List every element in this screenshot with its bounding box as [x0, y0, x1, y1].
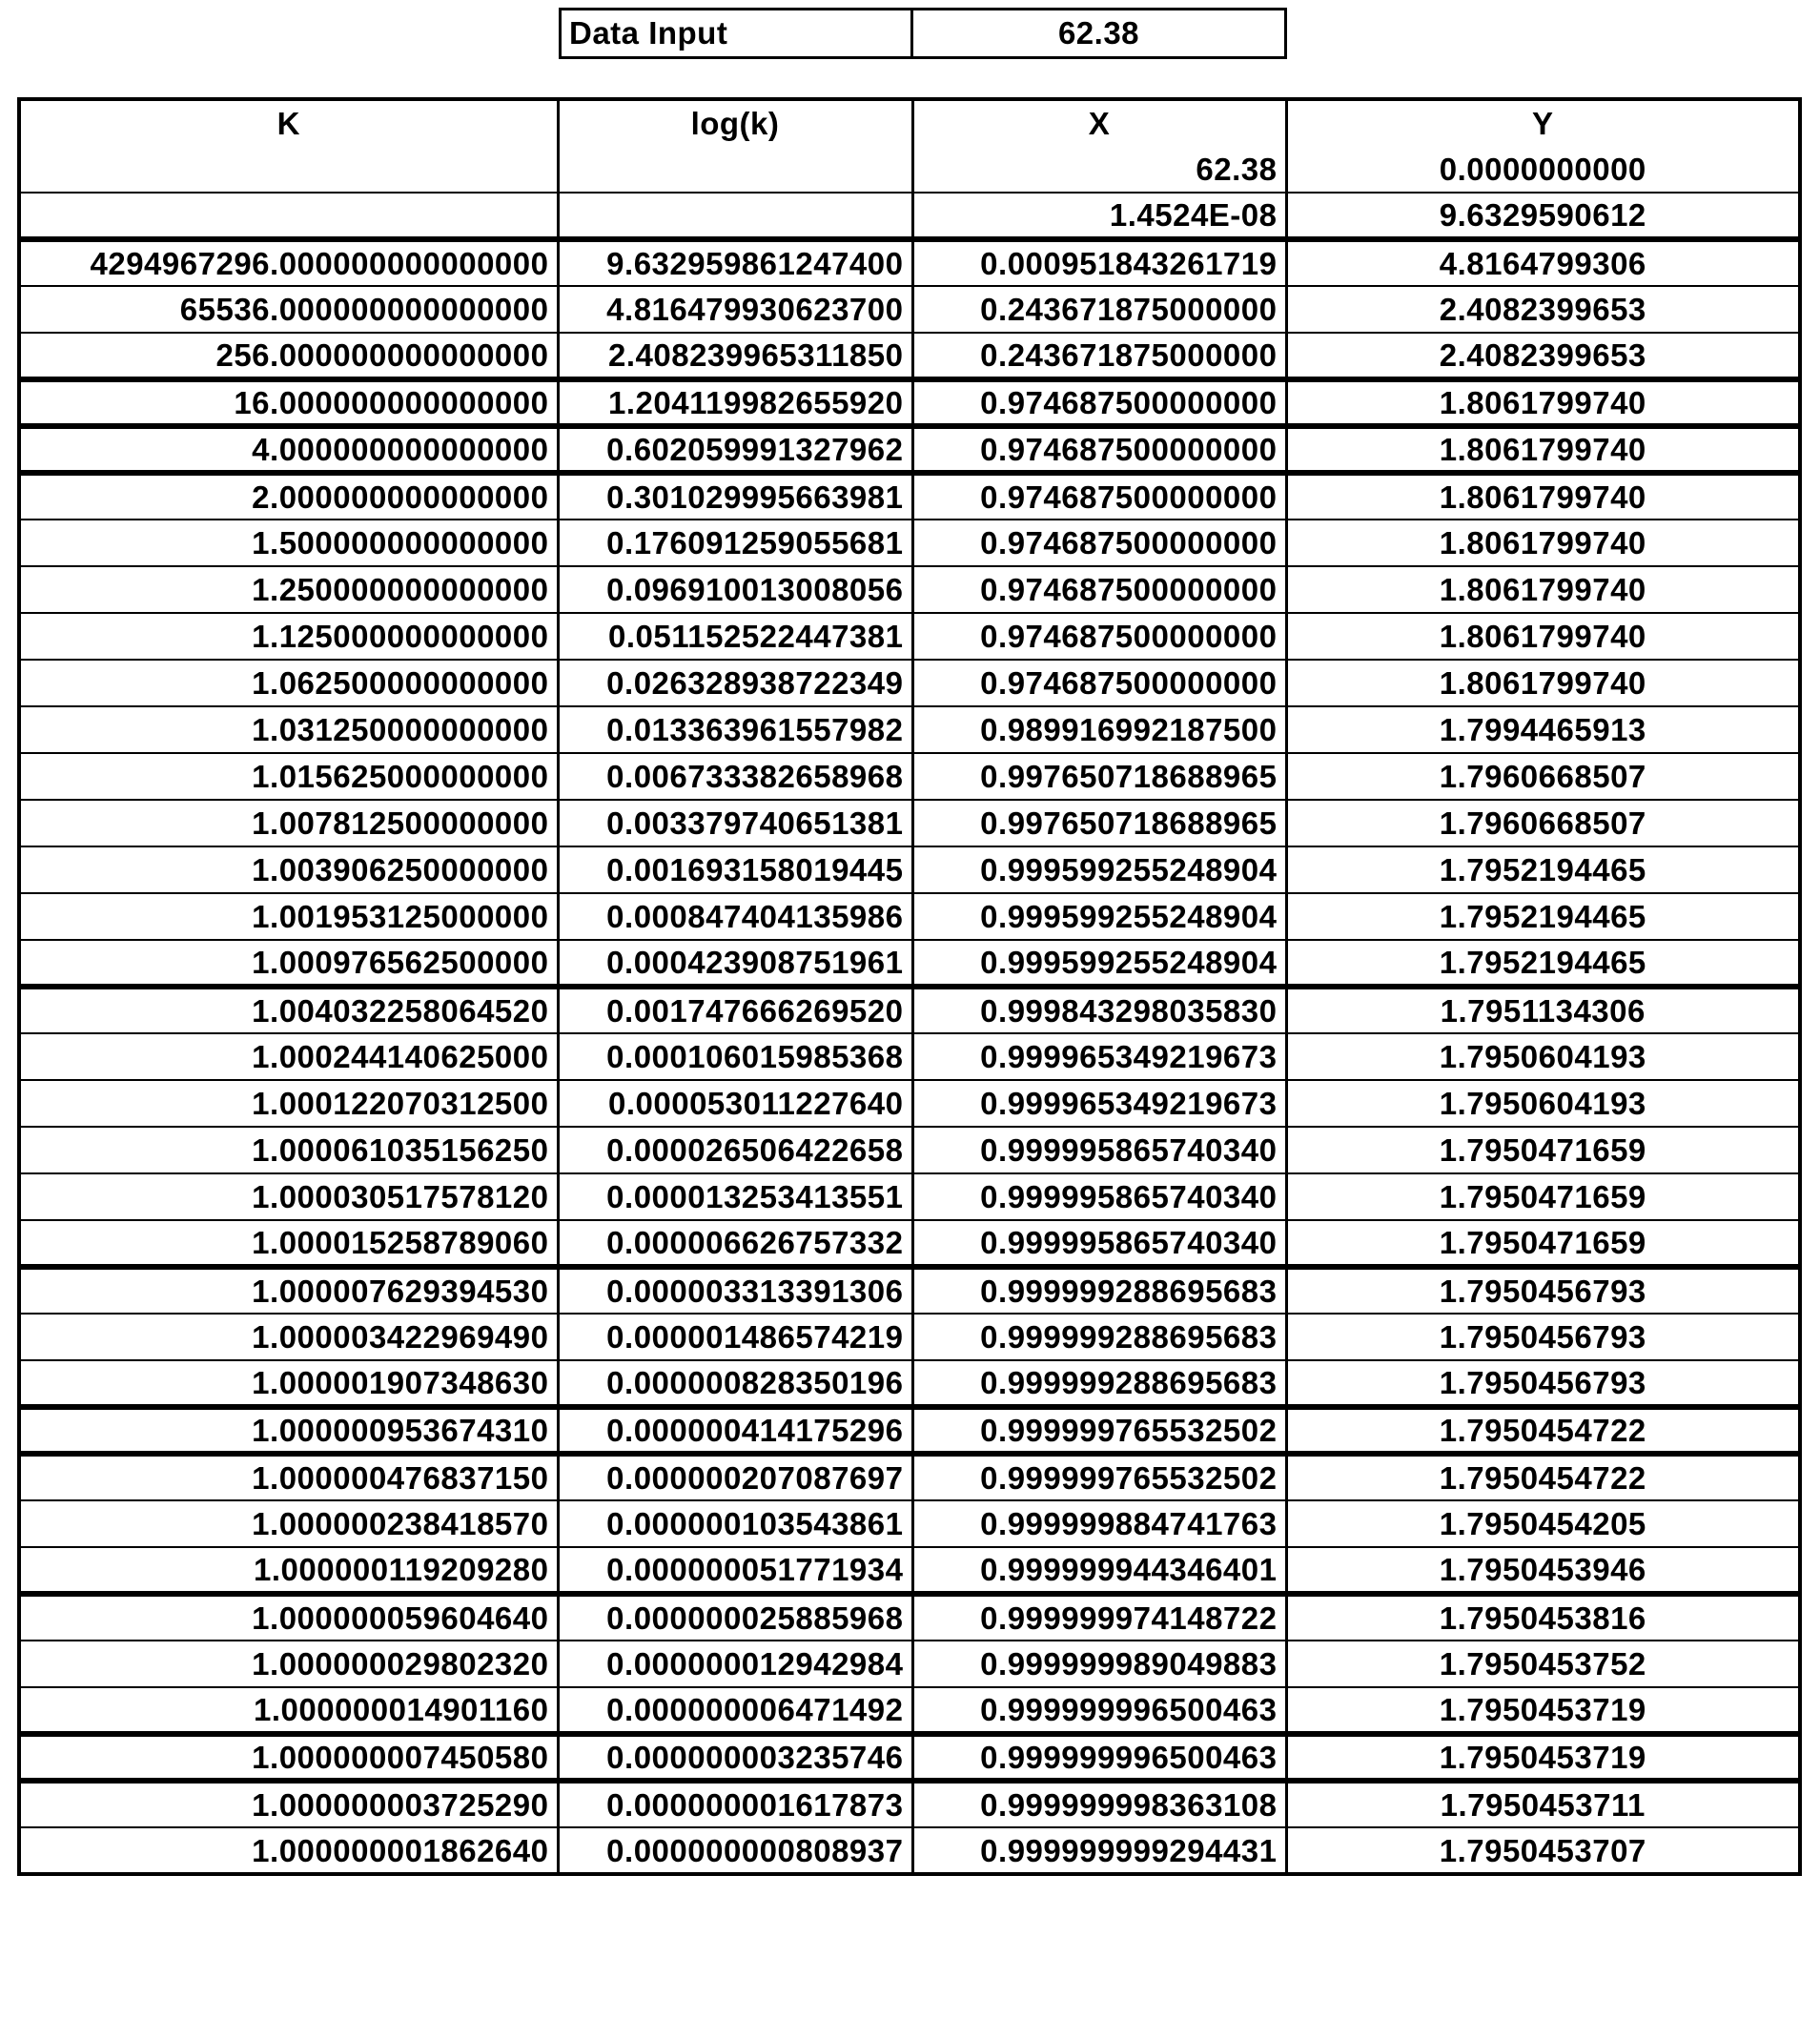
- table-row: [19, 1594, 1800, 1641]
- cell-k[interactable]: 1.250000000000000: [19, 566, 558, 613]
- cell-logk[interactable]: 0.000000012942984: [558, 1641, 912, 1687]
- cell-logk[interactable]: 0.000106015985368: [558, 1033, 912, 1080]
- cell-x[interactable]: 1.4524E-08: [912, 193, 1286, 239]
- table-row: [19, 426, 1800, 473]
- cell-k[interactable]: [19, 146, 558, 193]
- cell-logk[interactable]: 0.000026506422658: [558, 1127, 912, 1173]
- cell-k[interactable]: 1.001953125000000: [19, 893, 558, 940]
- cell-x[interactable]: 0.974687500000000: [912, 613, 1286, 660]
- cell-logk[interactable]: [558, 193, 912, 239]
- cell-y[interactable]: 1.7950604193: [1286, 1080, 1800, 1127]
- cell-logk[interactable]: 0.051152522447381: [558, 613, 912, 660]
- cell-logk[interactable]: 0.602059991327962: [558, 426, 912, 473]
- table-row: [19, 1781, 1800, 1827]
- cell-logk[interactable]: 0.001747666269520: [558, 987, 912, 1033]
- cell-x[interactable]: 0.999599255248904: [912, 940, 1286, 987]
- cell-k[interactable]: 1.125000000000000: [19, 613, 558, 660]
- table-row: [19, 1267, 1800, 1314]
- cell-x[interactable]: 62.38: [912, 146, 1286, 193]
- cell-logk[interactable]: 0.000000003235746: [558, 1734, 912, 1781]
- cell-k[interactable]: 65536.000000000000000: [19, 286, 558, 333]
- table-row: [19, 566, 1800, 613]
- cell-k[interactable]: 1.000000059604640: [19, 1594, 558, 1641]
- cell-logk[interactable]: 0.176091259055681: [558, 520, 912, 566]
- cell-logk[interactable]: 0.000000025885968: [558, 1594, 912, 1641]
- cell-y[interactable]: 1.7950454205: [1286, 1500, 1800, 1547]
- cell-y[interactable]: 1.7950454722: [1286, 1454, 1800, 1500]
- cell-y[interactable]: 1.7950471659: [1286, 1173, 1800, 1220]
- cell-y[interactable]: 1.7950456793: [1286, 1267, 1800, 1314]
- table-row: [19, 753, 1800, 800]
- table-row: [19, 800, 1800, 846]
- cell-x[interactable]: 0.999999998363108: [912, 1781, 1286, 1827]
- cell-x[interactable]: 0.999999989049883: [912, 1641, 1286, 1687]
- cell-logk[interactable]: 0.013363961557982: [558, 706, 912, 753]
- cell-k[interactable]: 1.000003422969490: [19, 1314, 558, 1360]
- cell-y[interactable]: 1.7950453719: [1286, 1734, 1800, 1781]
- table-row: [19, 1220, 1800, 1267]
- table-row: [19, 520, 1800, 566]
- cell-logk[interactable]: 0.096910013008056: [558, 566, 912, 613]
- table-row: [19, 1641, 1800, 1687]
- cell-logk[interactable]: 0.000000001617873: [558, 1781, 912, 1827]
- cell-y[interactable]: 1.7950453946: [1286, 1547, 1800, 1594]
- cell-logk[interactable]: 0.000000414175296: [558, 1407, 912, 1454]
- cell-logk[interactable]: 0.000003313391306: [558, 1267, 912, 1314]
- table-row: [19, 1314, 1800, 1360]
- table-row: [19, 1080, 1800, 1127]
- cell-y[interactable]: 1.8061799740: [1286, 613, 1800, 660]
- table-row: [19, 1360, 1800, 1407]
- cell-x[interactable]: 0.999999999294431: [912, 1827, 1286, 1874]
- table-row: [19, 333, 1800, 379]
- cell-x[interactable]: 0.999965349219673: [912, 1080, 1286, 1127]
- cell-y[interactable]: 1.8061799740: [1286, 379, 1800, 426]
- cell-x[interactable]: 0.999999974148722: [912, 1594, 1286, 1641]
- cell-x[interactable]: 0.999995865740340: [912, 1220, 1286, 1267]
- cell-x[interactable]: 0.999999996500463: [912, 1734, 1286, 1781]
- cell-y[interactable]: 1.8061799740: [1286, 473, 1800, 520]
- cell-k[interactable]: 1.000015258789060: [19, 1220, 558, 1267]
- cell-y[interactable]: 1.7994465913: [1286, 706, 1800, 753]
- cell-k[interactable]: 4.000000000000000: [19, 426, 558, 473]
- cell-k[interactable]: 1.000007629394530: [19, 1267, 558, 1314]
- cell-y[interactable]: 1.8061799740: [1286, 660, 1800, 706]
- cell-x[interactable]: 0.999843298035830: [912, 987, 1286, 1033]
- cell-k[interactable]: 1.004032258064520: [19, 987, 558, 1033]
- cell-x[interactable]: 0.974687500000000: [912, 379, 1286, 426]
- cell-logk[interactable]: [558, 146, 912, 193]
- cell-y[interactable]: 1.7952194465: [1286, 940, 1800, 987]
- cell-y[interactable]: 0.0000000000: [1286, 146, 1800, 193]
- cell-k[interactable]: 16.000000000000000: [19, 379, 558, 426]
- cell-k[interactable]: 1.000000238418570: [19, 1500, 558, 1547]
- cell-y[interactable]: 2.4082399653: [1286, 333, 1800, 379]
- cell-k[interactable]: 1.000976562500000: [19, 940, 558, 987]
- cell-x[interactable]: 0.989916992187500: [912, 706, 1286, 753]
- cell-x[interactable]: 0.999965349219673: [912, 1033, 1286, 1080]
- data-input-label: Data Input: [559, 8, 913, 59]
- cell-logk[interactable]: 9.632959861247400: [558, 239, 912, 286]
- table-row: [19, 660, 1800, 706]
- cell-k[interactable]: 1.000000001862640: [19, 1827, 558, 1874]
- cell-logk[interactable]: 0.000000000808937: [558, 1827, 912, 1874]
- table-row: [19, 987, 1800, 1033]
- cell-k[interactable]: 1.003906250000000: [19, 846, 558, 893]
- cell-y[interactable]: 9.6329590612: [1286, 193, 1800, 239]
- cell-x[interactable]: 0.999599255248904: [912, 893, 1286, 940]
- column-header-x: X: [912, 99, 1286, 146]
- cell-x[interactable]: 0.999999288695683: [912, 1314, 1286, 1360]
- table-row: [19, 1500, 1800, 1547]
- cell-y[interactable]: 4.8164799306: [1286, 239, 1800, 286]
- cell-k[interactable]: 1.000000953674310: [19, 1407, 558, 1454]
- cell-k[interactable]: 1.007812500000000: [19, 800, 558, 846]
- cell-x[interactable]: 0.999999288695683: [912, 1360, 1286, 1407]
- cell-x[interactable]: 0.999999765532502: [912, 1454, 1286, 1500]
- cell-x[interactable]: 0.999999884741763: [912, 1500, 1286, 1547]
- cell-y[interactable]: 1.7950454722: [1286, 1407, 1800, 1454]
- table-row: [19, 1547, 1800, 1594]
- cell-logk[interactable]: 0.000423908751961: [558, 940, 912, 987]
- cell-y[interactable]: 1.7960668507: [1286, 800, 1800, 846]
- cell-y[interactable]: 1.8061799740: [1286, 520, 1800, 566]
- cell-y[interactable]: 1.7951134306: [1286, 987, 1800, 1033]
- cell-logk[interactable]: 0.000013253413551: [558, 1173, 912, 1220]
- table-row: [19, 1687, 1800, 1734]
- cell-k[interactable]: 1.500000000000000: [19, 520, 558, 566]
- cell-x[interactable]: 0.974687500000000: [912, 660, 1286, 706]
- cell-y[interactable]: 1.7950453816: [1286, 1594, 1800, 1641]
- cell-x[interactable]: 0.997650718688965: [912, 753, 1286, 800]
- table-row: [19, 239, 1800, 286]
- column-header-y: Y: [1286, 99, 1800, 146]
- data-input-value[interactable]: 62.38: [913, 8, 1287, 59]
- cell-k[interactable]: 1.062500000000000: [19, 660, 558, 706]
- cell-k[interactable]: 1.000061035156250: [19, 1127, 558, 1173]
- cell-x[interactable]: 0.000951843261719: [912, 239, 1286, 286]
- cell-logk[interactable]: 0.000006626757332: [558, 1220, 912, 1267]
- log-table: [17, 97, 1802, 1876]
- cell-k[interactable]: 1.000030517578120: [19, 1173, 558, 1220]
- table-row: [19, 706, 1800, 753]
- table-body: [19, 146, 1800, 1874]
- cell-y[interactable]: 1.7960668507: [1286, 753, 1800, 800]
- table-row: [19, 473, 1800, 520]
- cell-x[interactable]: 0.243671875000000: [912, 286, 1286, 333]
- cell-x[interactable]: 0.997650718688965: [912, 800, 1286, 846]
- cell-x[interactable]: 0.974687500000000: [912, 473, 1286, 520]
- cell-y[interactable]: 1.7950453752: [1286, 1641, 1800, 1687]
- column-header-k: K: [19, 99, 558, 146]
- table-row: [19, 1407, 1800, 1454]
- cell-x[interactable]: 0.999995865740340: [912, 1173, 1286, 1220]
- cell-y[interactable]: 1.7952194465: [1286, 893, 1800, 940]
- cell-x[interactable]: 0.999995865740340: [912, 1127, 1286, 1173]
- cell-x[interactable]: 0.974687500000000: [912, 566, 1286, 613]
- column-header-logk: log(k): [558, 99, 912, 146]
- table-row: [19, 379, 1800, 426]
- cell-y[interactable]: 1.7950604193: [1286, 1033, 1800, 1080]
- cell-logk[interactable]: 0.000000103543861: [558, 1500, 912, 1547]
- cell-k[interactable]: 1.000000003725290: [19, 1781, 558, 1827]
- cell-logk[interactable]: 0.026328938722349: [558, 660, 912, 706]
- cell-logk[interactable]: 0.301029995663981: [558, 473, 912, 520]
- cell-k[interactable]: 1.000122070312500: [19, 1080, 558, 1127]
- cell-x[interactable]: 0.999999288695683: [912, 1267, 1286, 1314]
- cell-logk[interactable]: 0.000000207087697: [558, 1454, 912, 1500]
- cell-k[interactable]: 4294967296.000000000000000: [19, 239, 558, 286]
- table-row: [19, 193, 1800, 239]
- cell-logk[interactable]: 1.204119982655920: [558, 379, 912, 426]
- cell-x[interactable]: 0.243671875000000: [912, 333, 1286, 379]
- table-row: [19, 1127, 1800, 1173]
- table-row: [19, 1033, 1800, 1080]
- cell-x[interactable]: 0.999599255248904: [912, 846, 1286, 893]
- cell-y[interactable]: 1.7950471659: [1286, 1220, 1800, 1267]
- table-row: [19, 1827, 1800, 1874]
- cell-y[interactable]: 1.7950453707: [1286, 1827, 1800, 1874]
- cell-y[interactable]: 1.8061799740: [1286, 566, 1800, 613]
- cell-x[interactable]: 0.999999996500463: [912, 1687, 1286, 1734]
- cell-k[interactable]: 1.000000476837150: [19, 1454, 558, 1500]
- cell-logk[interactable]: 0.000847404135986: [558, 893, 912, 940]
- table-row: [19, 1454, 1800, 1500]
- cell-y[interactable]: 1.7952194465: [1286, 846, 1800, 893]
- cell-logk[interactable]: 0.000000051771934: [558, 1547, 912, 1594]
- cell-logk[interactable]: 0.000000006471492: [558, 1687, 912, 1734]
- cell-k[interactable]: 1.015625000000000: [19, 753, 558, 800]
- cell-y[interactable]: 1.7950456793: [1286, 1314, 1800, 1360]
- table-row: [19, 613, 1800, 660]
- table-row: [19, 893, 1800, 940]
- cell-logk[interactable]: 0.003379740651381: [558, 800, 912, 846]
- data-input-box: [559, 8, 1820, 59]
- cell-k[interactable]: 1.000001907348630: [19, 1360, 558, 1407]
- cell-k[interactable]: 1.000244140625000: [19, 1033, 558, 1080]
- cell-k[interactable]: 1.031250000000000: [19, 706, 558, 753]
- table-row: [19, 846, 1800, 893]
- cell-y[interactable]: 1.8061799740: [1286, 426, 1800, 473]
- cell-k[interactable]: 1.000000014901160: [19, 1687, 558, 1734]
- cell-y[interactable]: 1.7950453719: [1286, 1687, 1800, 1734]
- header-row: [19, 99, 1800, 146]
- table-row: [19, 1173, 1800, 1220]
- table-row: [19, 146, 1800, 193]
- cell-x[interactable]: 0.999999944346401: [912, 1547, 1286, 1594]
- cell-logk[interactable]: 0.000001486574219: [558, 1314, 912, 1360]
- cell-logk[interactable]: 4.816479930623700: [558, 286, 912, 333]
- cell-logk[interactable]: 0.000000828350196: [558, 1360, 912, 1407]
- cell-x[interactable]: 0.974687500000000: [912, 520, 1286, 566]
- cell-y[interactable]: 1.7950471659: [1286, 1127, 1800, 1173]
- cell-x[interactable]: 0.999999765532502: [912, 1407, 1286, 1454]
- cell-x[interactable]: 0.974687500000000: [912, 426, 1286, 473]
- cell-logk[interactable]: 2.408239965311850: [558, 333, 912, 379]
- cell-k[interactable]: 2.000000000000000: [19, 473, 558, 520]
- cell-logk[interactable]: 0.001693158019445: [558, 846, 912, 893]
- table-row: [19, 940, 1800, 987]
- cell-k[interactable]: [19, 193, 558, 239]
- table-row: [19, 286, 1800, 333]
- cell-k[interactable]: 1.000000029802320: [19, 1641, 558, 1687]
- cell-k[interactable]: 1.000000007450580: [19, 1734, 558, 1781]
- cell-logk[interactable]: 0.000053011227640: [558, 1080, 912, 1127]
- cell-y[interactable]: 1.7950456793: [1286, 1360, 1800, 1407]
- cell-k[interactable]: 1.000000119209280: [19, 1547, 558, 1594]
- cell-y[interactable]: 1.7950453711: [1286, 1781, 1800, 1827]
- cell-y[interactable]: 2.4082399653: [1286, 286, 1800, 333]
- table-row: [19, 1734, 1800, 1781]
- cell-k[interactable]: 256.000000000000000: [19, 333, 558, 379]
- cell-logk[interactable]: 0.006733382658968: [558, 753, 912, 800]
